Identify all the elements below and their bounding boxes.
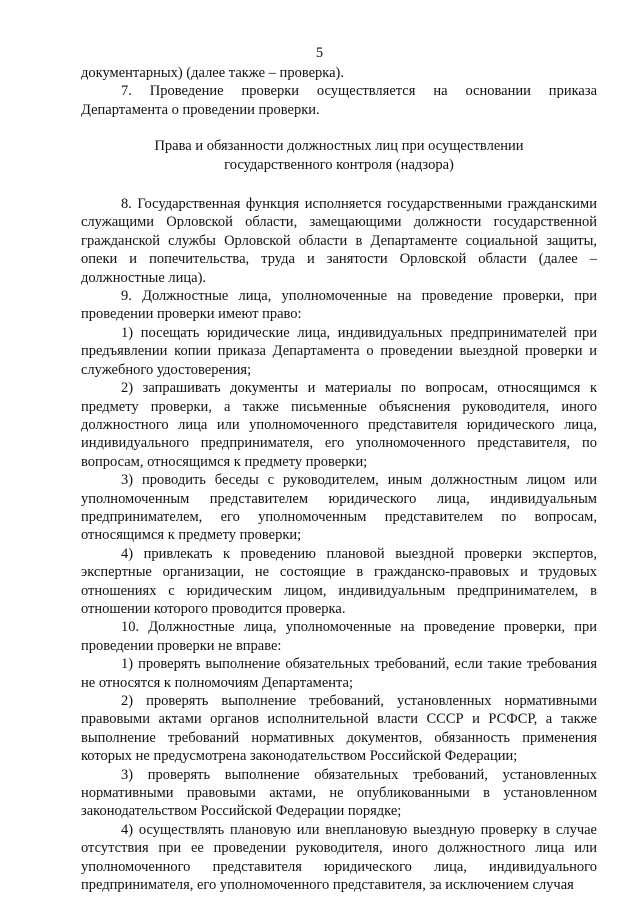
paragraph-10: 10. Должностные лица, уполномоченные на проведение проверки, при проведении проверки не вправе: (81, 619, 597, 654)
page-number: 5 (315, 45, 324, 61)
paragraph-9-item-1: 1) посещать юридические лица, индивидуальных предпринимателей при предъявлении копии приказа Департамента о проведении выездной проверки и служебного удостоверения; (81, 324, 597, 378)
paragraph-10-item-4: 4) осуществлять плановую или внеплановую выездную проверку в случае отсутствия при ее проведении руководителя, иного должностного лица или уполномоченного представителя юридического лица, индивидуального предпринимателя, его уполномоченного представителя, за исключением случая (81, 821, 597, 894)
intro-paragraph-7: 7. Проведение проверки осуществляется на основании приказа Департамента о проведении проверки. (81, 83, 597, 118)
document-body (81, 64, 597, 894)
paragraph-9-item-2: 2) запрашивать документы и материалы по вопросам, относящимся к предмету проверки, а также письменные объяснения руководителя, иного должностного лица или уполномоченного представителя юридического лица, индивидуального предпринимателя, его уполномоченного представителя, по вопросам, относящимся к предмету проверки; (81, 380, 597, 470)
paragraph-9-item-3: 3) проводить беседы с руководителем, иным должностным лицом или уполномоченным представителем юридического лица, индивидуальным предпринимателем, его уполномоченным представителем по вопросам, относящимся к предмету проверки; (81, 472, 597, 544)
section-heading-line-1: Права и обязанности должностных лиц при осуществлении (154, 138, 524, 155)
section-heading-line-2: государственного контроля (надзора) (224, 156, 454, 173)
paragraph-10-item-2: 2) проверять выполнение требований, установленных нормативными правовыми актами органов исполнительной власти СССР и РСФСР, а также выполнение требований нормативных документов, обязанность применения которых не предусмотрена законодательством Российской Федерации; (81, 693, 597, 765)
paragraph-10-item-3: 3) проверять выполнение обязательных требований, установленных нормативными правовыми актами, не опубликованными в установленном законодательством Российской Федерации порядке; (81, 766, 597, 820)
paragraph-8: 8. Государственная функция исполняется государственными гражданскими служащими Орловской области, замещающими должности государственной гражданской службы Орловской области в Департаменте социальной защиты, опеки и попечительства, труда и занятости Орловской области (далее – должностные лица). (81, 196, 597, 286)
intro-continuation: документарных) (далее также – проверка). (81, 65, 344, 81)
paragraph-9: 9. Должностные лица, уполномоченные на проведение проверки, при проведении проверки имеют право: (81, 288, 597, 323)
paragraph-9-item-4: 4) привлекать к проведению плановой выездной проверки экспертов, экспертные организации, не состоящие в гражданско-правовых и трудовых отношениях с юридическим лицом, индивидуальным предпринимателем, в отношении которого проводится проверка. (81, 545, 597, 617)
section-heading (81, 137, 597, 174)
paragraph-10-item-1: 1) проверять выполнение обязательных требований, если такие требования не относятся к полномочиям Департамента; (81, 656, 597, 691)
